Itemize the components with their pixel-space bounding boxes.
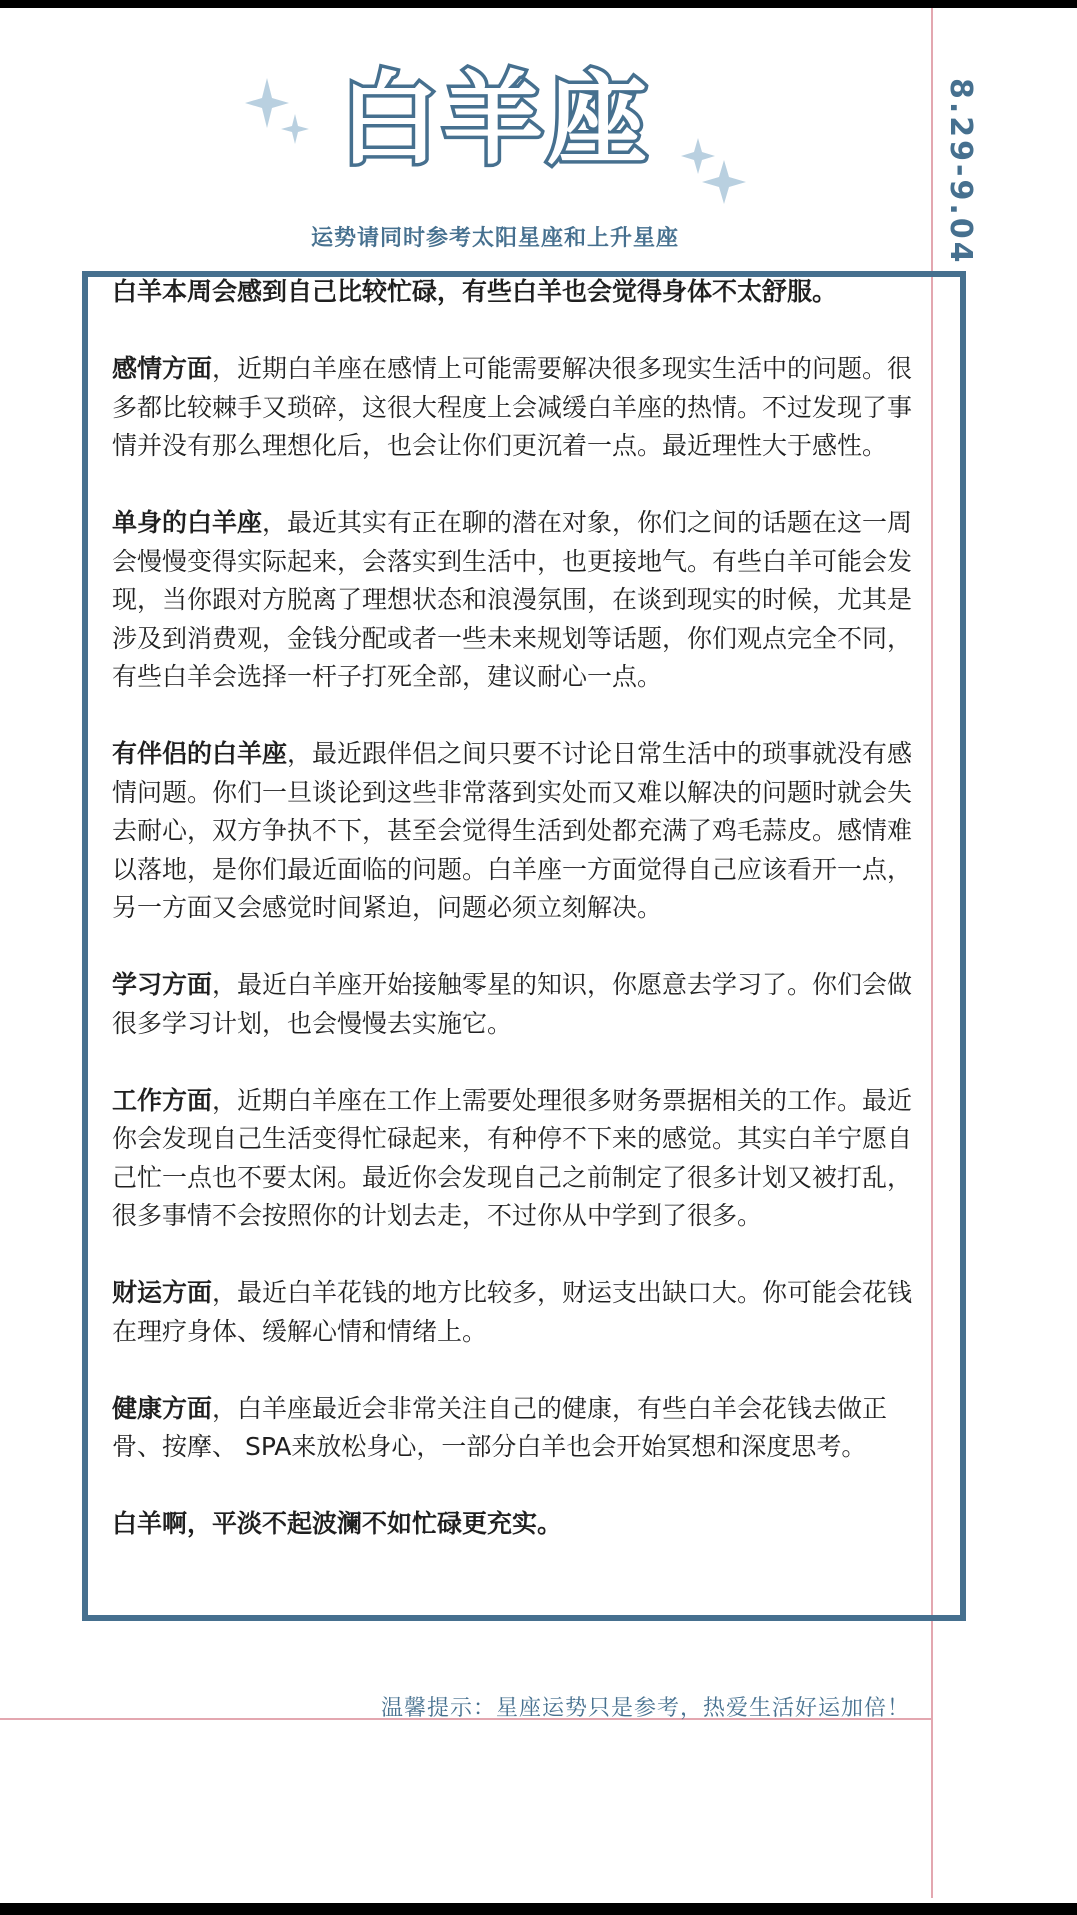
section-heading: 感情方面 [112,354,213,383]
section-heading: 财运方面 [112,1278,213,1307]
section-text: ，白羊座最近会非常关注自己的健康，有些白羊会花钱去做正骨、按摩、 SPA来放松身心，一部分白羊也会开始冥想和深度思考。 [112,1393,888,1461]
sparkle-icon [680,136,750,206]
section-heading: 健康方面 [112,1393,213,1423]
section-text: ，近期白羊座在感情上可能需要解决很多现实生活中的问题。很多都比较棘手又琐碎，这很大程度上会减缓白羊座的热情。不过发现了事情并没有那么理想化后，也会让你们更沉着一点。最近理性大于感性。 [112,354,913,460]
footer-tip: 温馨提示：星座运势只是参考，热爱生活好运加倍！ [380,1696,910,1721]
section-paragraph [112,1082,920,1236]
page-title: 白羊座 [339,61,651,178]
closing-text: 白羊啊，平淡不起波澜不如忙碌更充实。 [112,1509,563,1538]
section-heading: 单身的白羊座 [112,508,263,537]
section-text: ，最近跟伴侣之间只要不讨论日常生活中的琐事就没有感情问题。你们一旦谈论到这些非常落到实处而又难以解决的问题时就会失去耐心，双方争执不下，甚至会觉得生活到处都充满了鸡毛蒜皮。感情难以落地，是你们最近面临的问题。白羊座一方面觉得自己应该看开一点，另一方面又会感觉时间紧迫，问题必须立刻解决。 [112,739,913,922]
date-range: 8.29-9.04 [943,78,978,266]
section-heading: 学习方面 [112,970,213,999]
intro-text: 白羊本周会感到自己比较忙碌，有些白羊也会觉得身体不太舒服。 [112,277,838,306]
section-paragraph [112,735,920,928]
section-paragraph [112,1274,920,1351]
section-text: ，最近白羊花钱的地方比较多，财运支出缺口大。你可能会花钱在理疗身体、缓解心情和情绪上。 [112,1278,913,1346]
section-text: ，近期白羊座在工作上需要处理很多财务票据相关的工作。最近你会发现自己生活变得忙碌起来，有种停不下来的感觉。其实白羊宁愿自己忙一点也不要太闲。最近你会发现自己之前制定了很多计划又被打乱，很多事情不会按照你的计划去走，不过你从中学到了很多。 [112,1085,913,1230]
page-subtitle: 运势请同时参考太阳星座和上升星座 [310,226,679,251]
section-text: ，最近其实有正在聊的潜在对象，你们之间的话题在这一周会慢慢变得实际起来，会落实到生活中，也更接地气。有些白羊可能会发现，当你跟对方脱离了理想状态和浪漫氛围，在谈到现实的时候，尤其是涉及到消费观，金钱分配或者一些未来规划等话题，你们观点完全不同，有些白羊会选择一杆子打死全部，建议耐心一点。 [112,508,913,691]
section-paragraph [112,504,920,697]
horoscope-content [112,273,920,1582]
section-text: ，最近白羊座开始接触零星的知识，你愿意去学习了。你们会做很多学习计划，也会慢慢去实施它。 [112,970,913,1038]
bottom-bar [0,1903,1077,1915]
horoscope-page [0,8,1077,1903]
intro-paragraph [112,273,920,312]
section-paragraph [112,350,920,466]
sparkle-icon [245,76,315,151]
section-paragraph [112,1390,920,1467]
closing-paragraph [112,1505,920,1544]
section-heading: 有伴侣的白羊座 [112,739,288,768]
section-heading: 工作方面 [112,1085,213,1115]
section-paragraph [112,966,920,1043]
